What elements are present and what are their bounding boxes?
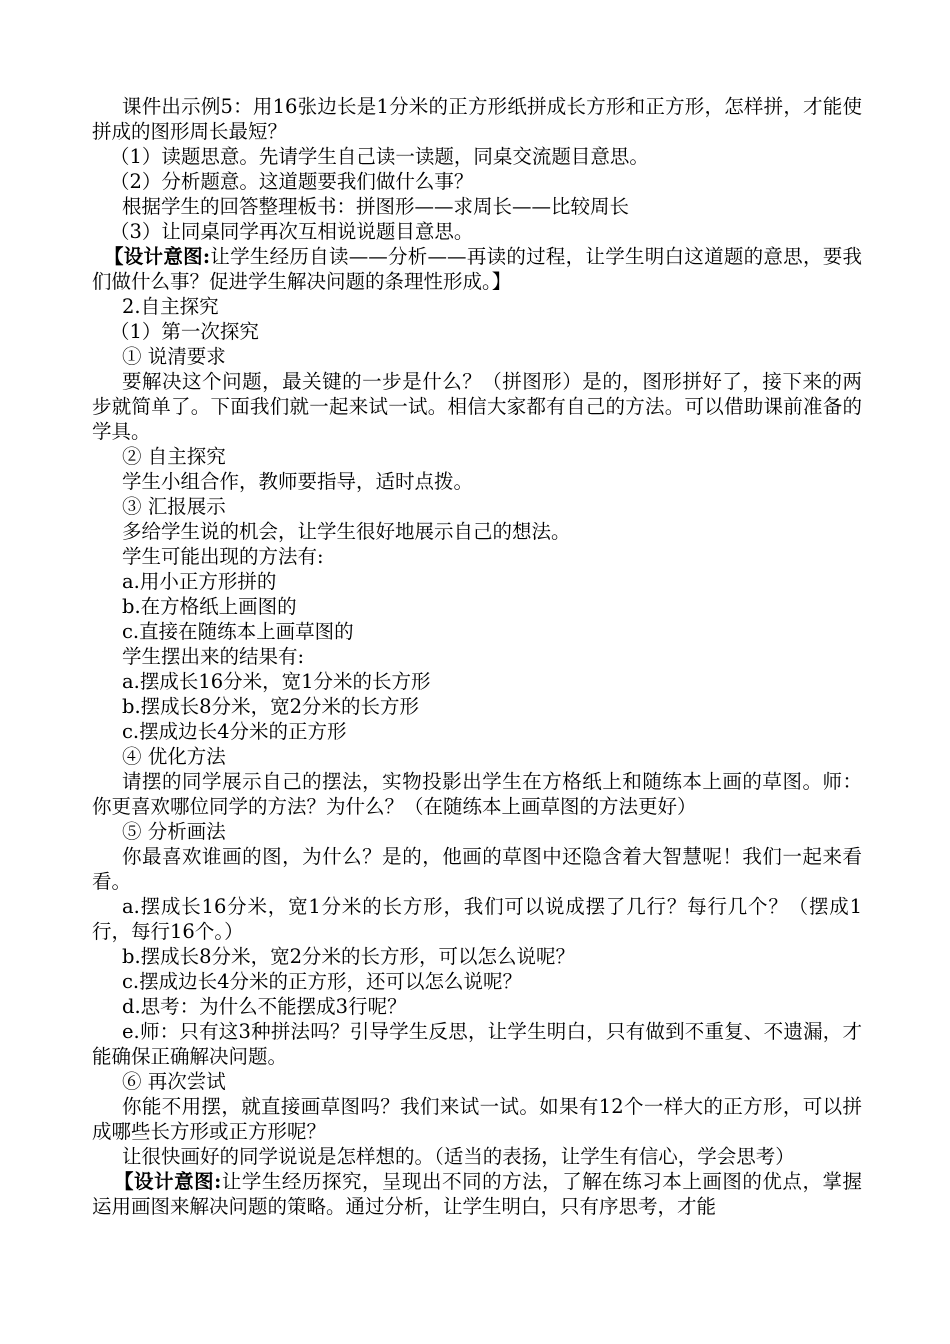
list-item: c.直接在随练本上画草图的 [122, 620, 354, 643]
paragraph: 你最喜欢谁画的图，为什么？是的，他画的草图中还隐含着大智慧呢！我们一起来看看。 [92, 845, 862, 893]
list-item: a.用小正方形拼的 [122, 570, 277, 593]
document-body [92, 94, 862, 1219]
section-heading: 2.自主探究 [122, 295, 219, 318]
design-intent-label: 【设计意图: [104, 245, 211, 268]
paragraph: 要解决这个问题，最关键的一步是什么？（拼图形）是的，图形拼好了，接下来的两步就简单了。下面我们就一起来试一试。相信大家都有自己的方法。可以借助课前准备的学具。 [92, 370, 862, 443]
design-intent-paragraph [92, 244, 862, 294]
list-item: a.摆成长16分米，宽1分米的长方形 [122, 670, 431, 693]
list-item: c.摆成边长4分米的正方形，还可以怎么说呢？ [122, 970, 523, 993]
step-heading: ⑤ 分析画法 [122, 820, 226, 843]
paragraph: （2）分析题意。这道题要我们做什么事？ [110, 170, 474, 193]
step-heading: ③ 汇报展示 [122, 495, 226, 518]
list-item: d.思考：为什么不能摆成3行呢？ [122, 995, 407, 1018]
paragraph: 学生可能出现的方法有: [122, 545, 324, 568]
paragraph: （1）读题思意。先请学生自己读一读题，同桌交流题目意思。 [110, 145, 649, 168]
subsection-heading: （1）第一次探究 [110, 320, 259, 343]
paragraph: 学生摆出来的结果有: [122, 645, 305, 668]
list-item: e.师：只有这3种拼法吗？引导学生反思，让学生明白，只有做到不重复、不遗漏，才能确保正确解决问题。 [92, 1020, 862, 1068]
design-intent-text: 让学生经历自读——分析——再读的过程，让学生明白这道题的意思，要我们做什么事？促进学生解决问题的条理性形成。】 [92, 245, 862, 293]
step-heading: ① 说清要求 [122, 345, 226, 368]
step-heading: ⑥ 再次尝试 [122, 1070, 226, 1093]
paragraph: 学生小组合作，教师要指导，适时点拨。 [122, 470, 474, 493]
list-item: b.摆成长8分米，宽2分米的长方形，可以怎么说呢？ [122, 945, 575, 968]
list-item: b.摆成长8分米，宽2分米的长方形 [122, 695, 419, 718]
design-intent-label: 【设计意图: [114, 1170, 222, 1193]
paragraph: 你能不用摆，就直接画草图吗？我们来试一试。如果有12个一样大的正方形，可以拼成哪些长方形或正方形呢？ [92, 1095, 862, 1143]
paragraph: 让很快画好的同学说说是怎样想的。（适当的表扬，让学生有信心，学会思考） [122, 1145, 795, 1168]
paragraph: 根据学生的回答整理板书：拼图形——求周长——比较周长 [122, 195, 630, 218]
paragraph: 课件出示例5：用16张边长是1分米的正方形纸拼成长方形和正方形，怎样拼，才能使拼成的图形周长最短？ [92, 95, 862, 143]
paragraph: 请摆的同学展示自己的摆法，实物投影出学生在方格纸上和随练本上画的草图。师：你更喜欢哪位同学的方法？为什么？（在随练本上画草图的方法更好） [92, 770, 862, 818]
list-item: a.摆成长16分米，宽1分米的长方形，我们可以说成摆了几行？每行几个？（摆成1行，每行16个。） [92, 895, 862, 943]
list-item: c.摆成边长4分米的正方形 [122, 720, 347, 743]
design-intent-text: 让学生经历探究，呈现出不同的方法，了解在练习本上画图的优点，掌握运用画图来解决问题的策略。通过分析，让学生明白，只有序思考，才能 [92, 1170, 862, 1218]
step-heading: ④ 优化方法 [122, 745, 226, 768]
paragraph: 多给学生说的机会，让学生很好地展示自己的想法。 [122, 520, 571, 543]
step-heading: ② 自主探究 [122, 445, 226, 468]
design-intent-paragraph [92, 1169, 862, 1219]
list-item: b.在方格纸上画图的 [122, 595, 297, 618]
paragraph: （3）让同桌同学再次互相说说题目意思。 [110, 220, 474, 243]
